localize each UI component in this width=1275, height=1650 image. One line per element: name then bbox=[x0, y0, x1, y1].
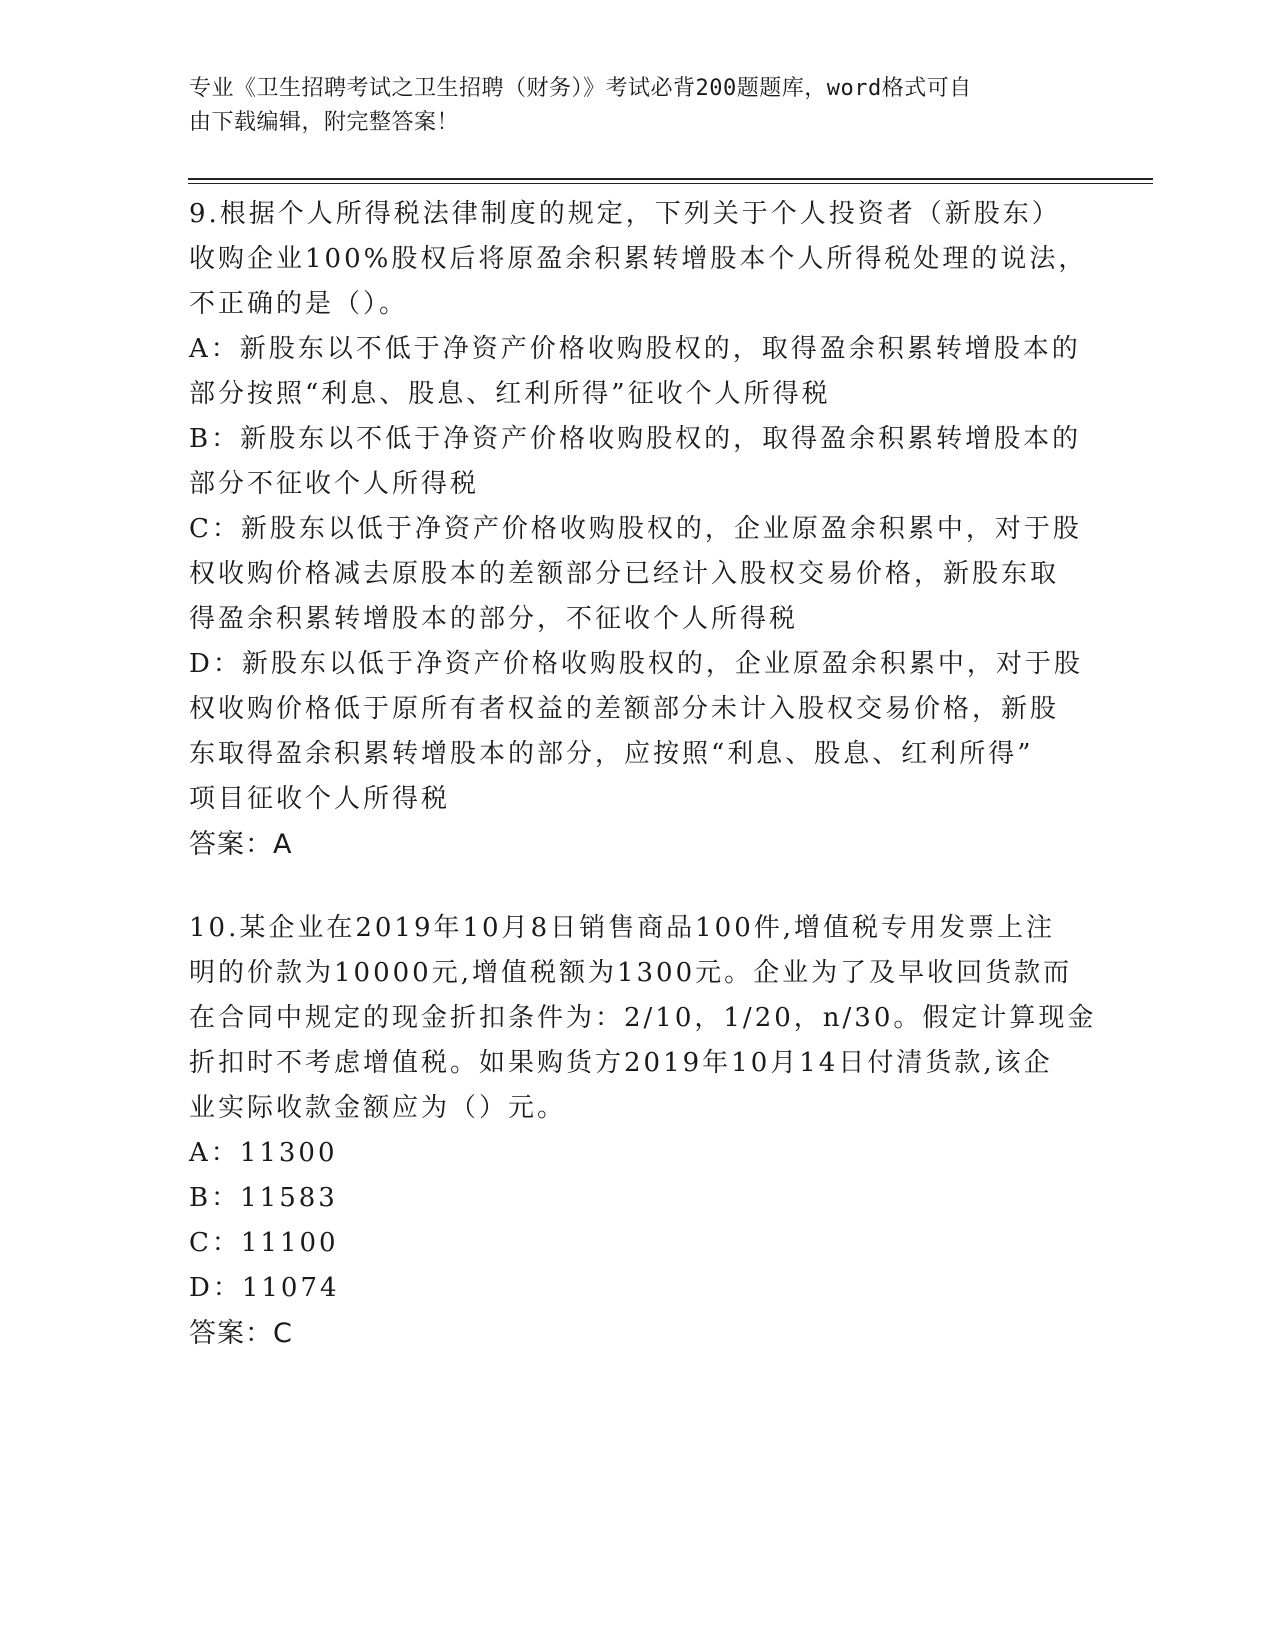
stem-line: 收购企业100%股权后将原盈余积累转增股本个人所得税处理的说法， bbox=[189, 244, 1088, 274]
question-9-option-b bbox=[189, 417, 1089, 507]
stem-line: 在合同中规定的现金折扣条件为：2/10，1/20，n/30。假定计算现金 bbox=[189, 1003, 1097, 1033]
question-10-option-b: B：11583 bbox=[189, 1183, 338, 1213]
option-line: D：新股东以低于净资产价格收购股权的，企业原盈余积累中，对于股 bbox=[189, 649, 1083, 679]
question-10-option-d: D：11074 bbox=[189, 1273, 340, 1303]
header-divider-thick bbox=[188, 178, 1153, 180]
header-line: 由下载编辑，附完整答案！ bbox=[189, 110, 460, 135]
document-header bbox=[189, 72, 1089, 140]
option-line: 得盈余积累转增股本的部分，不征收个人所得税 bbox=[189, 604, 799, 634]
stem-line: 明的价款为10000元,增值税额为1300元。企业为了及早收回货款而 bbox=[189, 958, 1073, 988]
option-line: 权收购价格低于原所有者权益的差额部分未计入股权交易价格，新股 bbox=[189, 694, 1060, 724]
option-line: C：新股东以低于净资产价格收购股权的，企业原盈余积累中，对于股 bbox=[189, 514, 1082, 544]
question-spacer bbox=[189, 867, 1089, 906]
option-line: 部分按照“利息、股息、红利所得”征收个人所得税 bbox=[189, 379, 831, 409]
question-9-stem bbox=[189, 192, 1089, 327]
option-line: B：新股东以不低于净资产价格收购股权的，取得盈余积累转增股本的 bbox=[189, 424, 1082, 454]
question-10-answer: 答案：C bbox=[189, 1318, 293, 1349]
stem-line: 9.根据个人所得税法律制度的规定，下列关于个人投资者（新股东） bbox=[189, 199, 1061, 229]
question-content bbox=[189, 192, 1097, 1356]
question-9-option-a bbox=[189, 327, 1089, 417]
question-9 bbox=[189, 192, 1089, 867]
question-10-option-a: A：11300 bbox=[189, 1138, 338, 1168]
question-10-stem bbox=[189, 906, 1097, 1131]
question-9-option-d bbox=[189, 642, 1089, 822]
stem-line: 10.某企业在2019年10月8日销售商品100件,增值税专用发票上注 bbox=[189, 913, 1056, 943]
option-line: 部分不征收个人所得税 bbox=[189, 469, 480, 499]
header-line: 专业《卫生招聘考试之卫生招聘（财务）》考试必背200题题库，word格式可自 bbox=[189, 76, 972, 101]
stem-line: 业实际收款金额应为（）元。 bbox=[189, 1093, 567, 1123]
option-line: A：新股东以不低于净资产价格收购股权的，取得盈余积累转增股本的 bbox=[189, 334, 1081, 364]
stem-line: 不正确的是（）。 bbox=[189, 289, 409, 319]
option-line: 权收购价格减去原股本的差额部分已经计入股权交易价格，新股东取 bbox=[189, 559, 1060, 589]
option-line: 项目征收个人所得税 bbox=[189, 784, 451, 814]
question-10 bbox=[189, 906, 1097, 1356]
stem-line: 折扣时不考虑增值税。如果购货方2019年10月14日付清货款,该企 bbox=[189, 1048, 1053, 1078]
question-9-answer: 答案：A bbox=[189, 829, 293, 860]
question-9-option-c bbox=[189, 507, 1089, 642]
header-divider-thin bbox=[188, 183, 1153, 184]
question-10-option-c: C：11100 bbox=[189, 1228, 339, 1258]
option-line: 东取得盈余积累转增股本的部分，应按照“利息、股息、红利所得” bbox=[189, 739, 1034, 769]
